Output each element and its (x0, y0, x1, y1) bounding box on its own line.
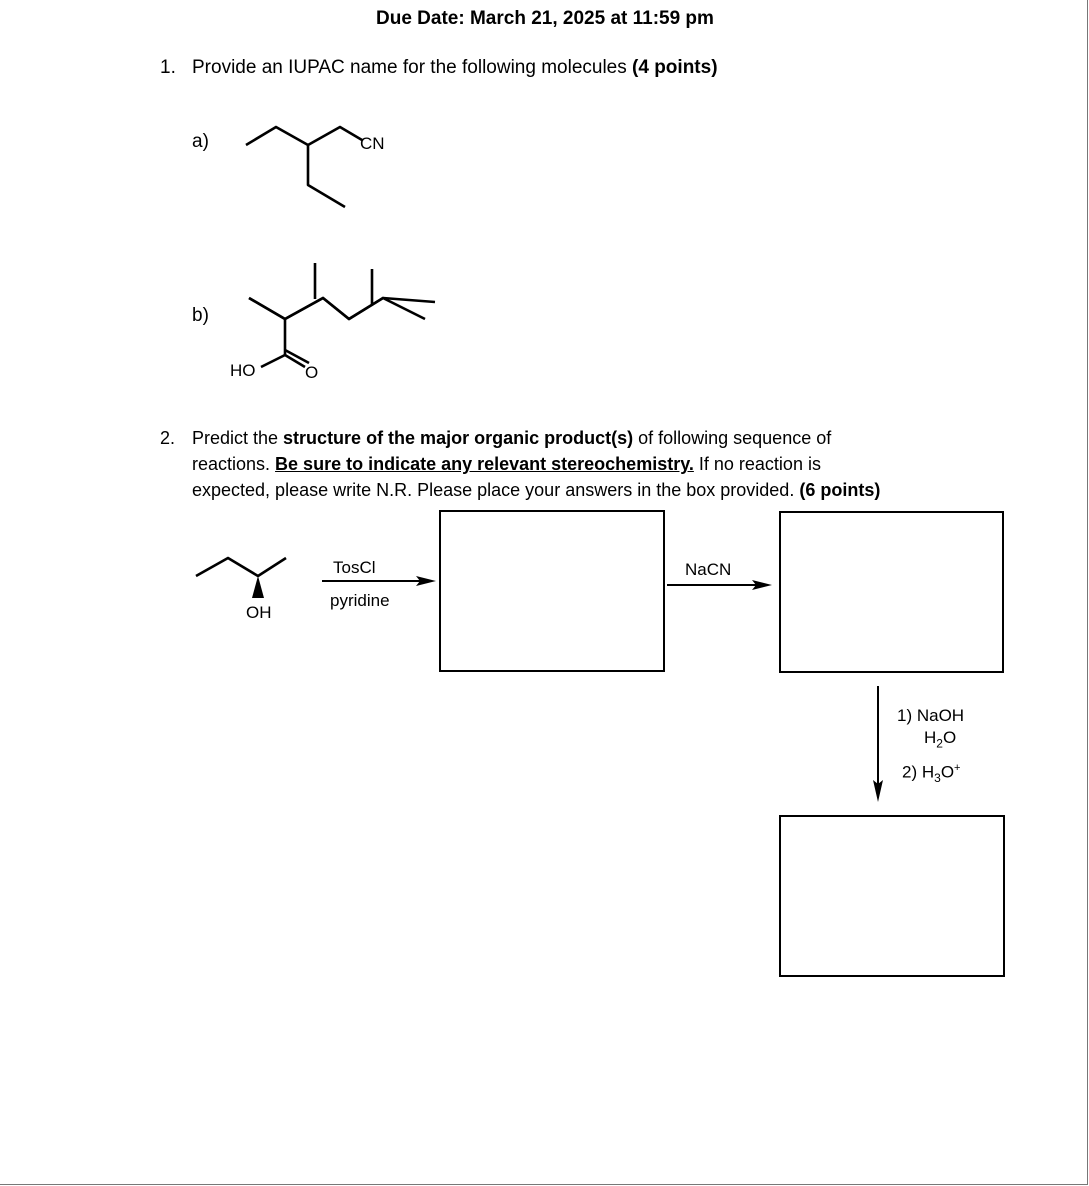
step3-reagent-line1: 1) NaOH (897, 706, 965, 725)
step3-sub-2: 2 (936, 736, 943, 751)
part-a-label: a) (192, 131, 209, 152)
molecule-b-structure (225, 255, 445, 385)
step1-reagent-below: pyridine (330, 591, 390, 610)
molecule-a-cn-label: CN (360, 134, 385, 153)
molecule-a-structure (240, 115, 410, 215)
starting-material-oh-label: OH (246, 603, 272, 622)
reaction-arrow-1 (320, 574, 438, 588)
starting-material-structure (190, 550, 300, 630)
question-2-line3 (160, 477, 880, 503)
question-2-stereo-note: Be sure to indicate any relevant stereochemistry. (275, 454, 694, 474)
molecule-b-o-label: O (305, 363, 319, 382)
step3-reagent-line3 (902, 762, 960, 785)
step2-reagent-above: NaCN (685, 560, 732, 579)
question-2-prompt (160, 425, 880, 503)
step3-h-label: H (924, 728, 937, 747)
question-1-number: 1. (160, 57, 176, 78)
question-1-points: (4 points) (632, 57, 718, 78)
question-2-number: 2. (160, 428, 176, 448)
question-1-text: Provide an IUPAC name for the following molecules (192, 57, 627, 78)
step3-sup-plus: + (954, 762, 961, 774)
answer-box-3[interactable] (779, 815, 1005, 977)
question-2-line2 (160, 451, 880, 477)
question-2-line1-a: Predict the (192, 428, 284, 448)
answer-box-2[interactable] (779, 511, 1004, 673)
step3-line3-pre: 2) H (902, 762, 935, 782)
question-2-line2-a: reactions. (192, 454, 276, 474)
reaction-arrow-2 (666, 578, 774, 592)
molecule-b-ho-label: HO (230, 361, 256, 380)
due-date: Due Date: March 21, 2025 at 11:59 pm (376, 8, 714, 29)
question-2-line2-b: If no reaction is (693, 454, 821, 474)
step3-sub-3: 3 (934, 771, 941, 786)
answer-box-1[interactable] (439, 510, 665, 672)
step3-o-label: O (942, 728, 957, 747)
question-2-line1-bold: structure of the major organic product(s) (283, 428, 634, 448)
question-1-prompt (160, 57, 718, 79)
question-2-points: (6 points) (799, 480, 881, 500)
reaction-arrow-3 (870, 684, 886, 804)
part-b-label: b) (192, 305, 209, 326)
step3-reagent-line2 (924, 728, 956, 750)
question-2-line3-a: expected, please write N.R. Please place your answers in the box provided. (192, 480, 800, 500)
step1-reagent-above: TosCl (333, 558, 376, 577)
question-2-line1-b: of following sequence of (633, 428, 832, 448)
step3-line3-o: O (940, 762, 955, 782)
